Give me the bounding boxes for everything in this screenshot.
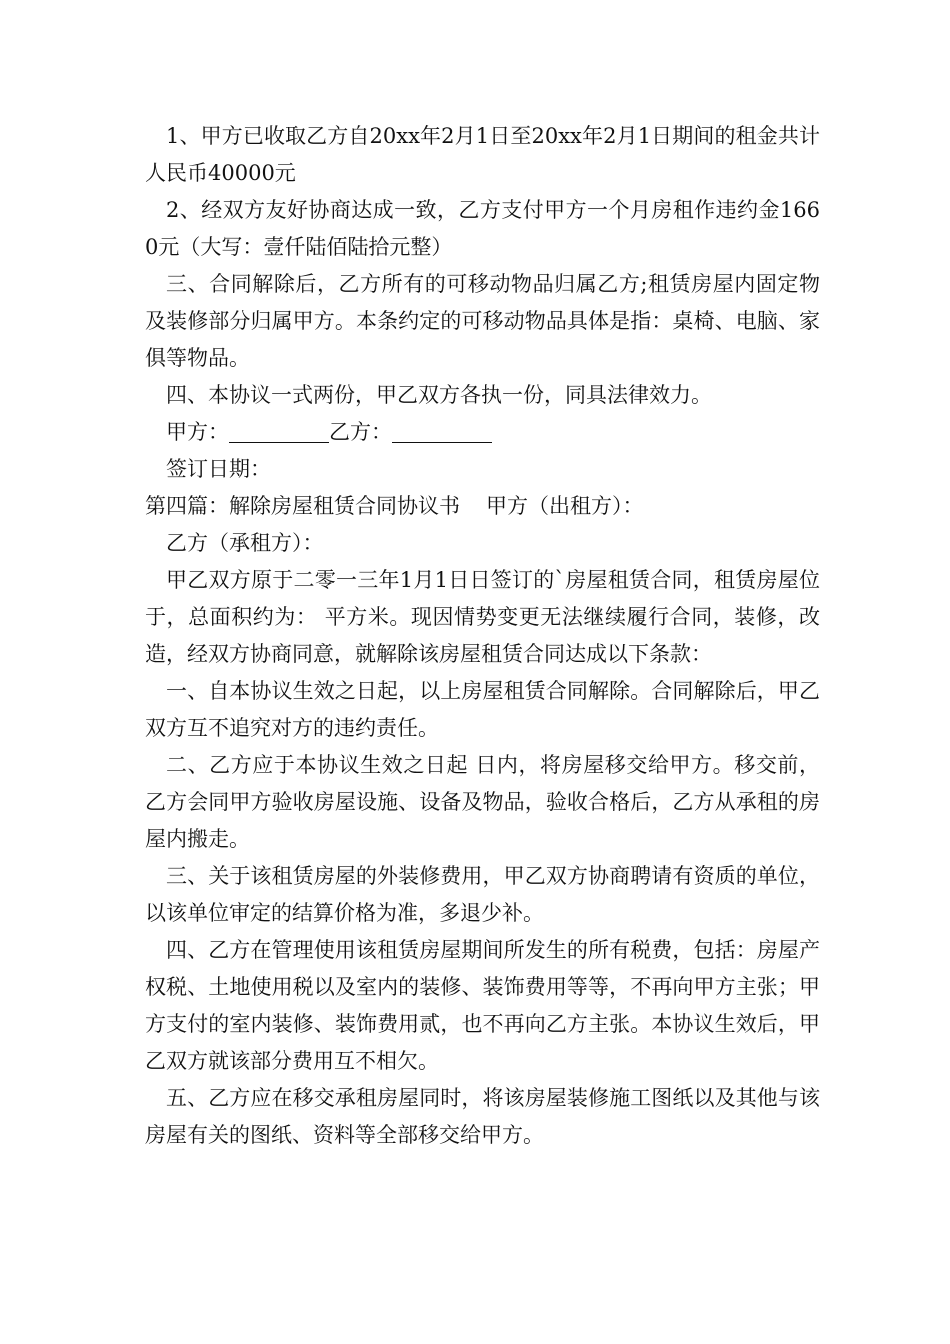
party-b-label: 乙方：	[329, 420, 392, 444]
party-a-signature-line	[229, 420, 329, 443]
paragraph-rent-received: 1、甲方已收取乙方自20xx年2月1日至20xx年2月1日期间的租金共计人民币40000元	[145, 124, 820, 185]
signing-date-row	[145, 451, 820, 488]
section4-title: 第四篇：解除房屋租赁合同协议书	[145, 494, 460, 518]
lessor-label: 甲方（出租方）：	[486, 494, 644, 518]
section4-clause-2: 二、乙方应于本协议生效之日起 日内，将房屋移交给甲方。移交前，乙方会同甲方验收房屋设施、设备及物品，验收合格后，乙方从承租的房屋内搬走。	[145, 753, 820, 851]
section4-clause-4: 四、乙方在管理使用该租赁房屋期间所发生的所有税费，包括：房屋产权税、土地使用税以及室内的装修、装饰费用等等，不再向甲方主张；甲方支付的室内装修、装饰费用贰，也不再向乙方主张。本协议生效后，甲乙双方就该部分费用互不相欠。	[145, 938, 820, 1073]
paragraph-penalty: 2、经双方友好协商达成一致，乙方支付甲方一个月房租作违约金1660元（大写：壹仟陆佰陆拾元整）	[145, 198, 820, 259]
section4-heading-row	[145, 488, 820, 525]
paragraph-property-ownership: 三、合同解除后，乙方所有的可移动物品归属乙方;租赁房屋内固定物及装修部分归属甲方。本条约定的可移动物品具体是指：桌椅、电脑、家俱等物品。	[145, 272, 820, 370]
lessee-label: 乙方（承租方）：	[166, 531, 324, 555]
document-page	[145, 118, 820, 1154]
party-b-signature-line	[392, 420, 492, 443]
party-a-label: 甲方：	[166, 420, 229, 444]
signing-date-label: 签订日期：	[166, 457, 271, 481]
section4-intro: 甲乙双方原于二零一三年1月1日日签订的`房屋租赁合同，租赁房屋位于，总面积约为： 平方米。现因情势变更无法继续履行合同，装修，改造，经双方协商同意，就解除该房屋租赁合同达成以下条款：	[145, 568, 820, 666]
paragraph-copies: 四、本协议一式两份，甲乙双方各执一份，同具法律效力。	[166, 383, 712, 407]
section4-clause-1: 一、自本协议生效之日起，以上房屋租赁合同解除。合同解除后，甲乙双方互不追究对方的违约责任。	[145, 679, 820, 740]
section4-clause-3: 三、关于该租赁房屋的外装修费用，甲乙双方协商聘请有资质的单位，以该单位审定的结算价格为准，多退少补。	[145, 864, 820, 925]
section4-clause-5: 五、乙方应在移交承租房屋同时，将该房屋装修施工图纸以及其他与该房屋有关的图纸、资料等全部移交给甲方。	[145, 1086, 820, 1147]
signature-row	[145, 414, 820, 451]
lessee-row	[145, 525, 820, 562]
